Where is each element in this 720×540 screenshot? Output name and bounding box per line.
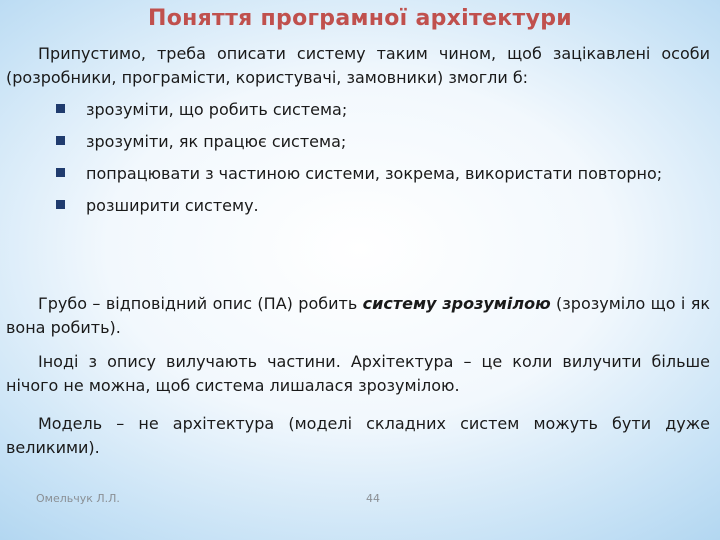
bullet-text: зрозуміти, як працює система; xyxy=(86,132,347,151)
square-bullet-icon xyxy=(56,168,65,177)
bullet-text: попрацювати з частиною системи, зокрема, використати повторно; xyxy=(86,164,663,183)
square-bullet-icon xyxy=(56,136,65,145)
architecture-paragraph: Іноді з опису вилучають частини. Архітектура – це коли вилучити більше нічого не можна, щоб система лишалася зрозумілою. xyxy=(6,352,710,395)
bullet-item xyxy=(52,162,708,186)
intro-paragraph: Припустимо, треба описати систему таким чином, щоб зацікавлені особи (розробники, програмісти, користувачі, замовники) змогли б: xyxy=(6,44,710,87)
model-paragraph: Модель – не архітектура (моделі складних систем можуть бути дуже великими). xyxy=(6,414,710,457)
rough-definition-start: Грубо – відповідний опис (ПА) робить xyxy=(38,294,363,313)
footer-author: Омельчук Л.Л. xyxy=(36,492,120,505)
bullet-text: зрозуміти, що робить система; xyxy=(86,100,348,119)
rough-definition-emphasis: систему зрозумілою xyxy=(362,294,551,313)
square-bullet-icon xyxy=(56,104,65,113)
square-bullet-icon xyxy=(56,200,65,209)
rough-definition-end: (зрозуміло що і як вона робить). xyxy=(6,294,711,337)
slide-title: Поняття програмної архітектури xyxy=(148,6,572,31)
page-number: 44 xyxy=(366,492,380,505)
rough-definition-paragraph xyxy=(6,292,710,340)
bullet-text: розширити систему. xyxy=(86,196,259,215)
bullet-item xyxy=(52,194,708,218)
bullet-list xyxy=(52,98,708,226)
bullet-item xyxy=(52,98,708,122)
bullet-item xyxy=(52,130,708,154)
